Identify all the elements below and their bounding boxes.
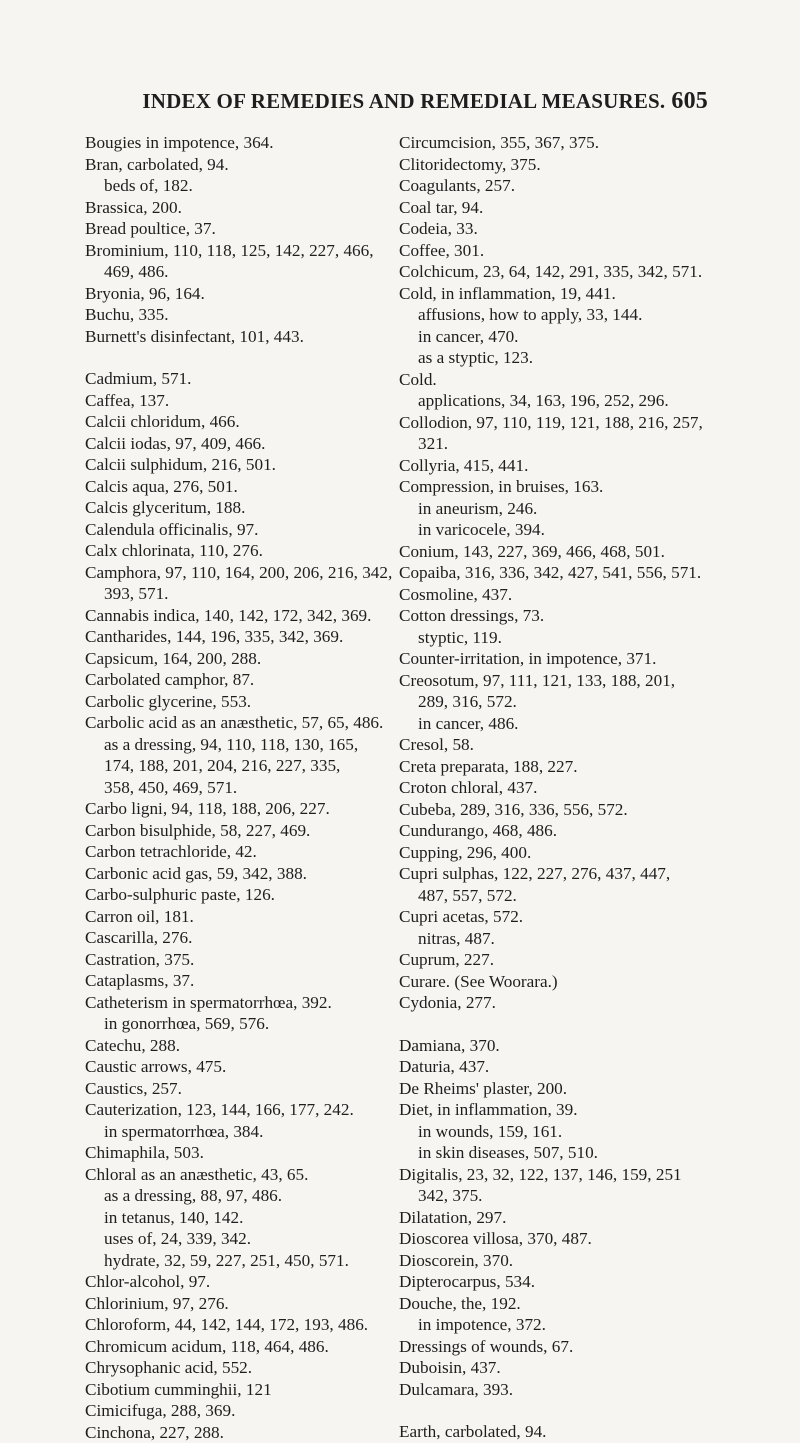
index-entry: Castration, 375. (85, 949, 390, 971)
index-subentry: as a styptic, 123. (399, 347, 709, 369)
index-subentry: as a dressing, 88, 97, 486. (85, 1185, 390, 1207)
index-entry: Collyria, 415, 441. (399, 455, 709, 477)
index-entry: Caffea, 137. (85, 390, 390, 412)
header-title: INDEX OF REMEDIES AND REMEDIAL MEASURES. (142, 89, 665, 113)
index-entry: Cold, in inflammation, 19, 441. (399, 283, 709, 305)
index-subentry: 174, 188, 201, 204, 216, 227, 335, (85, 755, 390, 777)
index-entry: Douche, the, 192. (399, 1293, 709, 1315)
index-entry: Cascarilla, 276. (85, 927, 390, 949)
index-entry: Damiana, 370. (399, 1035, 709, 1057)
index-entry: Brominium, 110, 118, 125, 142, 227, 466, (85, 240, 390, 262)
index-entry: Carbon bisulphide, 58, 227, 469. (85, 820, 390, 842)
index-entry: Capsicum, 164, 200, 288. (85, 648, 390, 670)
index-subentry: in wounds, 159, 161. (399, 1121, 709, 1143)
index-entry: Chromicum acidum, 118, 464, 486. (85, 1336, 390, 1358)
index-entry: Burnett's disinfectant, 101, 443. (85, 326, 390, 348)
index-entry: Creta preparata, 188, 227. (399, 756, 709, 778)
index-entry: Dioscorein, 370. (399, 1250, 709, 1272)
index-column-left (85, 132, 390, 1443)
index-subentry: as a dressing, 94, 110, 118, 130, 165, (85, 734, 390, 756)
index-entry: Cannabis indica, 140, 142, 172, 342, 369. (85, 605, 390, 627)
index-entry: Calcii iodas, 97, 409, 466. (85, 433, 390, 455)
index-entry: Calcis glyceritum, 188. (85, 497, 390, 519)
index-entry: Cydonia, 277. (399, 992, 709, 1014)
index-entry: Carbolic glycerine, 553. (85, 691, 390, 713)
index-entry: Earth, carbolated, 94. (399, 1421, 709, 1443)
index-entry: Cupri acetas, 572. (399, 906, 709, 928)
index-entry: Buchu, 335. (85, 304, 390, 326)
index-entry: Duboisin, 437. (399, 1357, 709, 1379)
index-subentry: 289, 316, 572. (399, 691, 709, 713)
index-entry: Carron oil, 181. (85, 906, 390, 928)
index-entry: Catechu, 288. (85, 1035, 390, 1057)
index-entry: Carbo-sulphuric paste, 126. (85, 884, 390, 906)
index-entry: Clitoridectomy, 375. (399, 154, 709, 176)
index-subentry: applications, 34, 163, 196, 252, 296. (399, 390, 709, 412)
index-entry: Cosmoline, 437. (399, 584, 709, 606)
index-subentry: in tetanus, 140, 142. (85, 1207, 390, 1229)
index-entry: Calcis aqua, 276, 501. (85, 476, 390, 498)
index-entry: Dressings of wounds, 67. (399, 1336, 709, 1358)
index-entry: Cadmium, 571. (85, 368, 390, 390)
index-subentry: affusions, how to apply, 33, 144. (399, 304, 709, 326)
index-subentry: in varicocele, 394. (399, 519, 709, 541)
index-subentry: in skin diseases, 507, 510. (399, 1142, 709, 1164)
index-entry: Dioscorea villosa, 370, 487. (399, 1228, 709, 1250)
index-entry: Carbo ligni, 94, 118, 188, 206, 227. (85, 798, 390, 820)
index-entry: Codeia, 33. (399, 218, 709, 240)
index-entry: Conium, 143, 227, 369, 466, 468, 501. (399, 541, 709, 563)
index-subentry: in cancer, 486. (399, 713, 709, 735)
index-column-right (399, 132, 709, 1443)
index-subentry: beds of, 182. (85, 175, 390, 197)
index-entry: Coal tar, 94. (399, 197, 709, 219)
index-entry: Cotton dressings, 73. (399, 605, 709, 627)
index-entry: Carbon tetrachloride, 42. (85, 841, 390, 863)
index-entry: De Rheims' plaster, 200. (399, 1078, 709, 1100)
index-entry: Carbonic acid gas, 59, 342, 388. (85, 863, 390, 885)
index-entry: Chloroform, 44, 142, 144, 172, 193, 486. (85, 1314, 390, 1336)
index-entry: Caustics, 257. (85, 1078, 390, 1100)
index-subentry: in spermatorrhœa, 384. (85, 1121, 390, 1143)
index-entry: Bran, carbolated, 94. (85, 154, 390, 176)
index-subentry: in cancer, 470. (399, 326, 709, 348)
index-entry: Chlorinium, 97, 276. (85, 1293, 390, 1315)
index-entry: Cauterization, 123, 144, 166, 177, 242. (85, 1099, 390, 1121)
index-entry: Creosotum, 97, 111, 121, 133, 188, 201, (399, 670, 709, 692)
index-entry: Circumcision, 355, 367, 375. (399, 132, 709, 154)
index-entry: Digitalis, 23, 32, 122, 137, 146, 159, 251 (399, 1164, 709, 1186)
index-entry: Cupping, 296, 400. (399, 842, 709, 864)
index-subentry: styptic, 119. (399, 627, 709, 649)
index-entry: Diet, in inflammation, 39. (399, 1099, 709, 1121)
index-entry: Camphora, 97, 110, 164, 200, 206, 216, 342, (85, 562, 390, 584)
index-entry: Brassica, 200. (85, 197, 390, 219)
index-entry: Calcii chloridum, 466. (85, 411, 390, 433)
index-entry: Cimicifuga, 288, 369. (85, 1400, 390, 1422)
index-entry: Colchicum, 23, 64, 142, 291, 335, 342, 571. (399, 261, 709, 283)
index-entry: Chloral as an anæsthetic, 43, 65. (85, 1164, 390, 1186)
index-entry: Chrysophanic acid, 552. (85, 1357, 390, 1379)
index-subentry: 469, 486. (85, 261, 390, 283)
index-subentry: 358, 450, 469, 571. (85, 777, 390, 799)
index-entry: Counter-irritation, in impotence, 371. (399, 648, 709, 670)
index-entry: Dulcamara, 393. (399, 1379, 709, 1401)
index-entry: Calcii sulphidum, 216, 501. (85, 454, 390, 476)
index-entry: Copaiba, 316, 336, 342, 427, 541, 556, 571. (399, 562, 709, 584)
index-entry: Chimaphila, 503. (85, 1142, 390, 1164)
page-number: 605 (671, 88, 708, 114)
index-subentry: 487, 557, 572. (399, 885, 709, 907)
index-entry: Carbolic acid as an anæsthetic, 57, 65, 486. (85, 712, 390, 734)
index-subentry: nitras, 487. (399, 928, 709, 950)
index-subentry: 393, 571. (85, 583, 390, 605)
index-entry: Caustic arrows, 475. (85, 1056, 390, 1078)
index-subentry: in impotence, 372. (399, 1314, 709, 1336)
index-entry: Croton chloral, 437. (399, 777, 709, 799)
index-subentry: 321. (399, 433, 709, 455)
index-entry: Bougies in impotence, 364. (85, 132, 390, 154)
index-subentry: in aneurism, 246. (399, 498, 709, 520)
running-header (0, 88, 708, 115)
index-entry: Cresol, 58. (399, 734, 709, 756)
index-entry: Carbolated camphor, 87. (85, 669, 390, 691)
index-entry: Cataplasms, 37. (85, 970, 390, 992)
index-entry: Coagulants, 257. (399, 175, 709, 197)
index-entry: Cupri sulphas, 122, 227, 276, 437, 447, (399, 863, 709, 885)
index-subentry: hydrate, 32, 59, 227, 251, 450, 571. (85, 1250, 390, 1272)
index-subentry: 342, 375. (399, 1185, 709, 1207)
index-entry: Cuprum, 227. (399, 949, 709, 971)
index-entry: Cold. (399, 369, 709, 391)
index-entry: Curare. (See Woorara.) (399, 971, 709, 993)
index-entry: Catheterism in spermatorrhœa, 392. (85, 992, 390, 1014)
index-entry: Compression, in bruises, 163. (399, 476, 709, 498)
index-entry: Cundurango, 468, 486. (399, 820, 709, 842)
index-entry: Calx chlorinata, 110, 276. (85, 540, 390, 562)
index-entry: Dilatation, 297. (399, 1207, 709, 1229)
index-entry: Collodion, 97, 110, 119, 121, 188, 216, 257, (399, 412, 709, 434)
index-entry: Cubeba, 289, 316, 336, 556, 572. (399, 799, 709, 821)
index-entry: Bryonia, 96, 164. (85, 283, 390, 305)
index-entry: Dipterocarpus, 534. (399, 1271, 709, 1293)
index-entry: Chlor-alcohol, 97. (85, 1271, 390, 1293)
index-entry: Cibotium cumminghii, 121 (85, 1379, 390, 1401)
index-entry: Bread poultice, 37. (85, 218, 390, 240)
index-entry: Cinchona, 227, 288. (85, 1422, 390, 1443)
index-entry: Calendula officinalis, 97. (85, 519, 390, 541)
index-entry: Cantharides, 144, 196, 335, 342, 369. (85, 626, 390, 648)
index-entry: Daturia, 437. (399, 1056, 709, 1078)
index-subentry: uses of, 24, 339, 342. (85, 1228, 390, 1250)
index-entry: Coffee, 301. (399, 240, 709, 262)
index-subentry: in gonorrhœa, 569, 576. (85, 1013, 390, 1035)
